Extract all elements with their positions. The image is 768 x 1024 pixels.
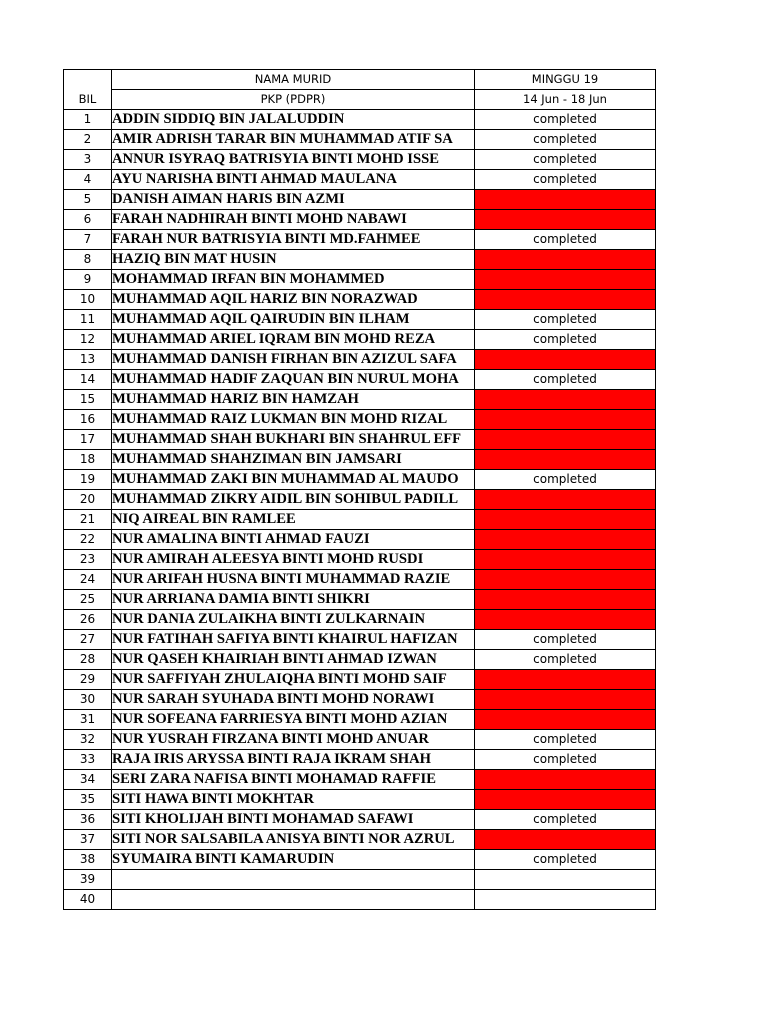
student-name-cell[interactable]: MUHAMMAD HADIF ZAQUAN BIN NURUL MOHA — [112, 370, 475, 390]
row-number-cell[interactable]: 2 — [64, 130, 112, 150]
row-number-cell[interactable]: 16 — [64, 410, 112, 430]
bil-header[interactable]: BIL — [64, 70, 112, 110]
table-row — [64, 310, 656, 330]
student-name-cell[interactable]: NUR SARAH SYUHADA BINTI MOHD NORAWI — [112, 690, 475, 710]
status-cell-not-completed[interactable] — [475, 490, 656, 510]
header-row-2 — [64, 90, 656, 110]
table-row — [64, 650, 656, 670]
table-row — [64, 430, 656, 450]
status-cell-not-completed[interactable] — [475, 430, 656, 450]
student-name-cell[interactable]: MUHAMMAD HARIZ BIN HAMZAH — [112, 390, 475, 410]
student-name-cell[interactable]: SITI KHOLIJAH BINTI MOHAMAD SAFAWI — [112, 810, 475, 830]
row-number-cell[interactable]: 12 — [64, 330, 112, 350]
student-name-cell[interactable]: MUHAMMAD AQIL QAIRUDIN BIN ILHAM — [112, 310, 475, 330]
student-name-cell[interactable]: NUR ARRIANA DAMIA BINTI SHIKRI — [112, 590, 475, 610]
student-name-cell[interactable]: MUHAMMAD SHAHZIMAN BIN JAMSARI — [112, 450, 475, 470]
row-number-cell[interactable]: 5 — [64, 190, 112, 210]
table-row — [64, 790, 656, 810]
status-cell-not-completed[interactable] — [475, 210, 656, 230]
student-name-cell[interactable]: RAJA IRIS ARYSSA BINTI RAJA IKRAM SHAH — [112, 750, 475, 770]
student-name-cell[interactable]: MUHAMMAD AQIL HARIZ BIN NORAZWAD — [112, 290, 475, 310]
status-cell-not-completed[interactable] — [475, 770, 656, 790]
row-number-cell[interactable]: 17 — [64, 430, 112, 450]
status-cell-not-completed[interactable] — [475, 590, 656, 610]
status-cell-completed[interactable]: completed — [475, 110, 656, 130]
student-name-cell[interactable]: DANISH AIMAN HARIS BIN AZMI — [112, 190, 475, 210]
table-row — [64, 490, 656, 510]
name-header[interactable]: NAMA MURID — [112, 70, 475, 90]
student-name-cell[interactable]: FARAH NADHIRAH BINTI MOHD NABAWI — [112, 210, 475, 230]
student-name-cell[interactable]: MUHAMMAD DANISH FIRHAN BIN AZIZUL SAFA — [112, 350, 475, 370]
table-body — [64, 70, 656, 910]
row-number-cell[interactable]: 30 — [64, 690, 112, 710]
row-number-cell[interactable]: 26 — [64, 610, 112, 630]
student-name-cell[interactable] — [112, 870, 475, 890]
student-name-cell[interactable]: SYUMAIRA BINTI KAMARUDIN — [112, 850, 475, 870]
table-row — [64, 250, 656, 270]
status-cell-not-completed[interactable] — [475, 710, 656, 730]
row-number-cell[interactable]: 27 — [64, 630, 112, 650]
student-name-cell[interactable]: AMIR ADRISH TARAR BIN MUHAMMAD ATIF SA — [112, 130, 475, 150]
status-cell-not-completed[interactable] — [475, 450, 656, 470]
table-row — [64, 730, 656, 750]
status-cell-completed[interactable]: completed — [475, 150, 656, 170]
status-cell-not-completed[interactable] — [475, 410, 656, 430]
student-name-cell[interactable]: NUR QASEH KHAIRIAH BINTI AHMAD IZWAN — [112, 650, 475, 670]
status-cell-empty[interactable] — [475, 870, 656, 890]
table-row — [64, 710, 656, 730]
status-cell-not-completed[interactable] — [475, 250, 656, 270]
table-row — [64, 830, 656, 850]
status-cell-completed[interactable]: completed — [475, 810, 656, 830]
status-cell-completed[interactable]: completed — [475, 130, 656, 150]
student-name-cell[interactable]: SITI NOR SALSABILA ANISYA BINTI NOR AZRUL — [112, 830, 475, 850]
status-cell-completed[interactable]: completed — [475, 310, 656, 330]
student-name-cell[interactable]: MUHAMMAD RAIZ LUKMAN BIN MOHD RIZAL — [112, 410, 475, 430]
student-name-cell[interactable]: NUR SAFFIYAH ZHULAIQHA BINTI MOHD SAIF — [112, 670, 475, 690]
status-cell-completed[interactable]: completed — [475, 330, 656, 350]
table-row — [64, 150, 656, 170]
student-name-cell[interactable]: ANNUR ISYRAQ BATRISYIA BINTI MOHD ISSE — [112, 150, 475, 170]
student-name-cell[interactable]: SITI HAWA BINTI MOKHTAR — [112, 790, 475, 810]
table-row — [64, 770, 656, 790]
status-cell-not-completed[interactable] — [475, 550, 656, 570]
table-row — [64, 690, 656, 710]
student-name-cell[interactable]: FARAH NUR BATRISYIA BINTI MD.FAHMEE — [112, 230, 475, 250]
status-cell-completed[interactable]: completed — [475, 170, 656, 190]
row-number-cell[interactable]: 21 — [64, 510, 112, 530]
student-name-cell[interactable]: NUR AMIRAH ALEESYA BINTI MOHD RUSDI — [112, 550, 475, 570]
table-row — [64, 890, 656, 910]
row-number-cell[interactable]: 28 — [64, 650, 112, 670]
status-cell-completed[interactable]: completed — [475, 850, 656, 870]
week-header[interactable]: MINGGU 19 — [475, 70, 656, 90]
row-number-cell[interactable]: 38 — [64, 850, 112, 870]
row-number-cell[interactable]: 24 — [64, 570, 112, 590]
table-row — [64, 850, 656, 870]
status-cell-completed[interactable]: completed — [475, 230, 656, 250]
row-number-cell[interactable]: 33 — [64, 750, 112, 770]
table-row — [64, 110, 656, 130]
row-number-cell[interactable]: 8 — [64, 250, 112, 270]
status-cell-not-completed[interactable] — [475, 670, 656, 690]
status-cell-not-completed[interactable] — [475, 570, 656, 590]
row-number-cell[interactable]: 10 — [64, 290, 112, 310]
attendance-table — [63, 69, 656, 910]
status-cell-not-completed[interactable] — [475, 390, 656, 410]
table-row — [64, 870, 656, 890]
row-number-cell[interactable]: 34 — [64, 770, 112, 790]
table-row — [64, 130, 656, 150]
student-name-cell[interactable]: NUR ARIFAH HUSNA BINTI MUHAMMAD RAZIE — [112, 570, 475, 590]
table-row — [64, 810, 656, 830]
status-cell-completed[interactable]: completed — [475, 650, 656, 670]
student-name-cell[interactable]: MUHAMMAD SHAH BUKHARI BIN SHAHRUL EFF — [112, 430, 475, 450]
table-row — [64, 390, 656, 410]
student-name-cell[interactable]: NUR DANIA ZULAIKHA BINTI ZULKARNAIN — [112, 610, 475, 630]
table-row — [64, 510, 656, 530]
week-range-header[interactable]: 14 Jun - 18 Jun — [475, 90, 656, 110]
row-number-cell[interactable]: 40 — [64, 890, 112, 910]
student-name-cell[interactable]: AYU NARISHA BINTI AHMAD MAULANA — [112, 170, 475, 190]
status-cell-completed[interactable]: completed — [475, 370, 656, 390]
row-number-cell[interactable]: 13 — [64, 350, 112, 370]
table-row — [64, 590, 656, 610]
row-number-cell[interactable]: 15 — [64, 390, 112, 410]
row-number-cell[interactable]: 32 — [64, 730, 112, 750]
table-row — [64, 370, 656, 390]
row-number-cell[interactable]: 35 — [64, 790, 112, 810]
row-number-cell[interactable]: 39 — [64, 870, 112, 890]
student-name-cell[interactable]: MUHAMMAD ZIKRY AIDIL BIN SOHIBUL PADILL — [112, 490, 475, 510]
student-name-cell[interactable] — [112, 890, 475, 910]
row-number-cell[interactable]: 14 — [64, 370, 112, 390]
status-cell-completed[interactable]: completed — [475, 470, 656, 490]
student-name-cell[interactable]: MUHAMMAD ARIEL IQRAM BIN MOHD REZA — [112, 330, 475, 350]
row-number-cell[interactable]: 9 — [64, 270, 112, 290]
row-number-cell[interactable]: 25 — [64, 590, 112, 610]
status-cell-not-completed[interactable] — [475, 690, 656, 710]
status-cell-not-completed[interactable] — [475, 830, 656, 850]
table-row — [64, 670, 656, 690]
status-cell-not-completed[interactable] — [475, 190, 656, 210]
row-number-cell[interactable]: 18 — [64, 450, 112, 470]
table-row — [64, 530, 656, 550]
row-number-cell[interactable]: 7 — [64, 230, 112, 250]
status-cell-not-completed[interactable] — [475, 510, 656, 530]
student-name-cell[interactable]: NUR FATIHAH SAFIYA BINTI KHAIRUL HAFIZAN — [112, 630, 475, 650]
row-number-cell[interactable]: 4 — [64, 170, 112, 190]
status-cell-completed[interactable]: completed — [475, 730, 656, 750]
row-number-cell[interactable]: 22 — [64, 530, 112, 550]
status-cell-completed[interactable]: completed — [475, 750, 656, 770]
table-row — [64, 270, 656, 290]
row-number-cell[interactable]: 6 — [64, 210, 112, 230]
header-row-1 — [64, 70, 656, 90]
student-name-cell[interactable]: NUR AMALINA BINTI AHMAD FAUZI — [112, 530, 475, 550]
row-number-cell[interactable]: 20 — [64, 490, 112, 510]
student-name-cell[interactable]: NUR YUSRAH FIRZANA BINTI MOHD ANUAR — [112, 730, 475, 750]
status-cell-not-completed[interactable] — [475, 290, 656, 310]
row-number-cell[interactable]: 29 — [64, 670, 112, 690]
student-name-cell[interactable]: NUR SOFEANA FARRIESYA BINTI MOHD AZIAN — [112, 710, 475, 730]
status-cell-not-completed[interactable] — [475, 530, 656, 550]
table-row — [64, 570, 656, 590]
table-row — [64, 330, 656, 350]
row-number-cell[interactable]: 36 — [64, 810, 112, 830]
table-row — [64, 210, 656, 230]
table-row — [64, 630, 656, 650]
status-cell-not-completed[interactable] — [475, 790, 656, 810]
row-number-cell[interactable]: 23 — [64, 550, 112, 570]
row-number-cell[interactable]: 31 — [64, 710, 112, 730]
row-number-cell[interactable]: 37 — [64, 830, 112, 850]
status-cell-not-completed[interactable] — [475, 610, 656, 630]
table-row — [64, 750, 656, 770]
student-name-cell[interactable]: MOHAMMAD IRFAN BIN MOHAMMED — [112, 270, 475, 290]
table-row — [64, 470, 656, 490]
student-name-cell[interactable]: NIQ AIREAL BIN RAMLEE — [112, 510, 475, 530]
student-name-cell[interactable]: ADDIN SIDDIQ BIN JALALUDDIN — [112, 110, 475, 130]
student-name-cell[interactable]: HAZIQ BIN MAT HUSIN — [112, 250, 475, 270]
status-cell-completed[interactable]: completed — [475, 630, 656, 650]
student-name-cell[interactable]: SERI ZARA NAFISA BINTI MOHAMAD RAFFIE — [112, 770, 475, 790]
table-row — [64, 550, 656, 570]
status-cell-not-completed[interactable] — [475, 350, 656, 370]
table-row — [64, 350, 656, 370]
row-number-cell[interactable]: 19 — [64, 470, 112, 490]
status-cell-not-completed[interactable] — [475, 270, 656, 290]
table-row — [64, 190, 656, 210]
table-row — [64, 450, 656, 470]
table-row — [64, 290, 656, 310]
row-number-cell[interactable]: 1 — [64, 110, 112, 130]
table-row — [64, 230, 656, 250]
table-row — [64, 610, 656, 630]
subtitle-header[interactable]: PKP (PDPR) — [112, 90, 475, 110]
table-row — [64, 170, 656, 190]
student-name-cell[interactable]: MUHAMMAD ZAKI BIN MUHAMMAD AL MAUDO — [112, 470, 475, 490]
row-number-cell[interactable]: 3 — [64, 150, 112, 170]
status-cell-empty[interactable] — [475, 890, 656, 910]
row-number-cell[interactable]: 11 — [64, 310, 112, 330]
table-row — [64, 410, 656, 430]
